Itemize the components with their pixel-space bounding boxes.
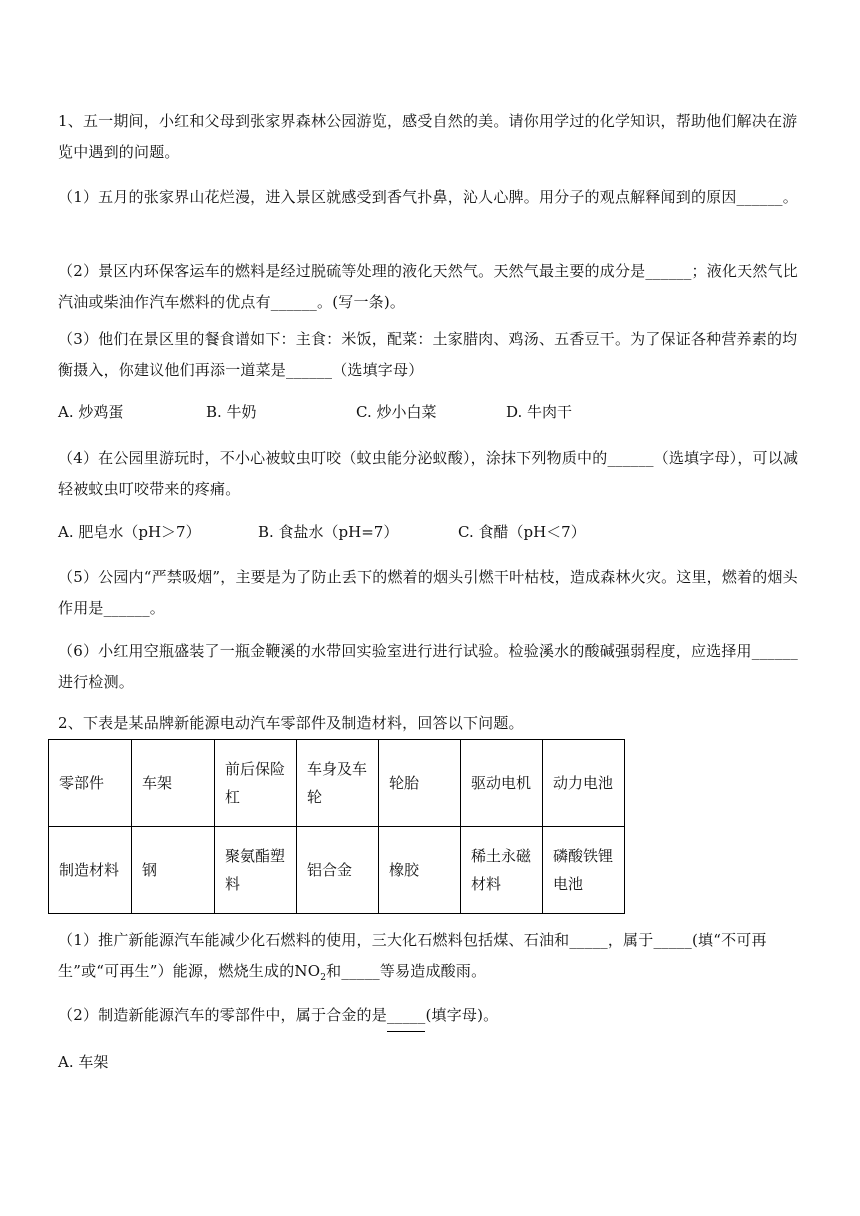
answer-blank: _____: [387, 1000, 426, 1032]
table-cell: 橡胶: [379, 827, 461, 914]
table-cell: 动力电池: [543, 740, 625, 827]
option-a: A. 肥皂水（pH＞7）: [58, 523, 201, 541]
table-cell: 钢: [132, 827, 215, 914]
question-1-part-5: （5）公园内“严禁吸烟”，主要是为了防止丢下的燃着的烟头引燃干叶枯枝，造成森林火灾。这里，燃着的烟头作用是______。: [58, 568, 798, 617]
option-b: B. 牛奶: [206, 403, 257, 421]
question-2-part-2: [58, 1000, 802, 1032]
table-cell: 前后保险杠: [215, 740, 297, 827]
table-cell: 车身及车轮: [297, 740, 379, 827]
question-1-part-2: （2）景区内环保客运车的燃料是经过脱硫等处理的液化天然气。天然气最主要的成分是______；液化天然气比汽油或柴油作汽车燃料的优点有______。(写一条)。: [58, 262, 798, 311]
question-2-part-2-text-b: (填字母)。: [425, 1006, 499, 1024]
question-1-part-3-options: [58, 398, 572, 426]
option-b: B. 食盐水（pH=7）: [258, 523, 399, 541]
table-cell: 稀土永磁材料: [461, 827, 543, 914]
subscript-2: 2: [320, 973, 327, 983]
table-row: [49, 740, 625, 827]
question-2-part-1-text-b: 和_____等易造成酸雨。: [326, 962, 487, 980]
table-cell: 驱动电机: [461, 740, 543, 827]
question-2-intro: 2、下表是某品牌新能源电动汽车零部件及制造材料，回答以下问题。: [58, 714, 524, 732]
table-cell: 车架: [132, 740, 215, 827]
table-cell: 轮胎: [379, 740, 461, 827]
option-d: D. 牛肉干: [506, 403, 573, 421]
question-1-part-4: （4）在公园里游玩时，不小心被蚊虫叮咬（蚊虫能分泌蚁酸），涂抹下列物质中的______（选填字母），可以减轻被蚊虫叮咬带来的疼痛。: [58, 449, 799, 498]
question-2-part-2-option-a: A. 车架: [58, 1053, 109, 1071]
table-cell: 铝合金: [297, 827, 379, 914]
option-c: C. 炒小白菜: [356, 403, 437, 421]
option-a: A. 炒鸡蛋: [58, 403, 124, 421]
question-1-part-1: （1）五月的张家界山花烂漫，进入景区就感受到香气扑鼻，沁人心脾。用分子的观点解释闻到的原因______。: [58, 188, 798, 206]
question-1-part-4-options: [58, 518, 586, 546]
option-c: C. 食醋（pH＜7）: [458, 523, 586, 541]
table-cell: 零部件: [49, 740, 132, 827]
table-row: [49, 827, 625, 914]
question-2-part-1: [58, 925, 802, 994]
table-cell: 制造材料: [49, 827, 132, 914]
question-1-intro: 1、五一期间，小红和父母到张家界森林公园游览，感受自然的美。请你用学过的化学知识，帮助他们解决在游览中遇到的问题。: [58, 112, 798, 161]
question-1-part-6: （6）小红用空瓶盛装了一瓶金鞭溪的水带回实验室进行进行试验。检验溪水的酸碱强弱程度，应选择用______进行检测。: [58, 642, 798, 691]
table-cell: 磷酸铁锂电池: [543, 827, 625, 914]
parts-materials-table: [48, 739, 625, 914]
question-1-part-3: （3）他们在景区里的餐食谱如下：主食：米饭，配菜：土家腊肉、鸡汤、五香豆干。为了保证各种营养素的均衡摄入，你建议他们再添一道菜是______（选填字母）: [58, 330, 798, 379]
question-2-part-1-text-a: （1）推广新能源汽车能减少化石燃料的使用，三大化石燃料包括煤、石油和_____，属于_____(填“不可再生”或“可再生”）能源，燃烧生成的NO: [58, 931, 767, 980]
table-cell: 聚氨酯塑料: [215, 827, 297, 914]
question-2-part-2-text-a: （2）制造新能源汽车的零部件中，属于合金的是: [58, 1006, 387, 1024]
